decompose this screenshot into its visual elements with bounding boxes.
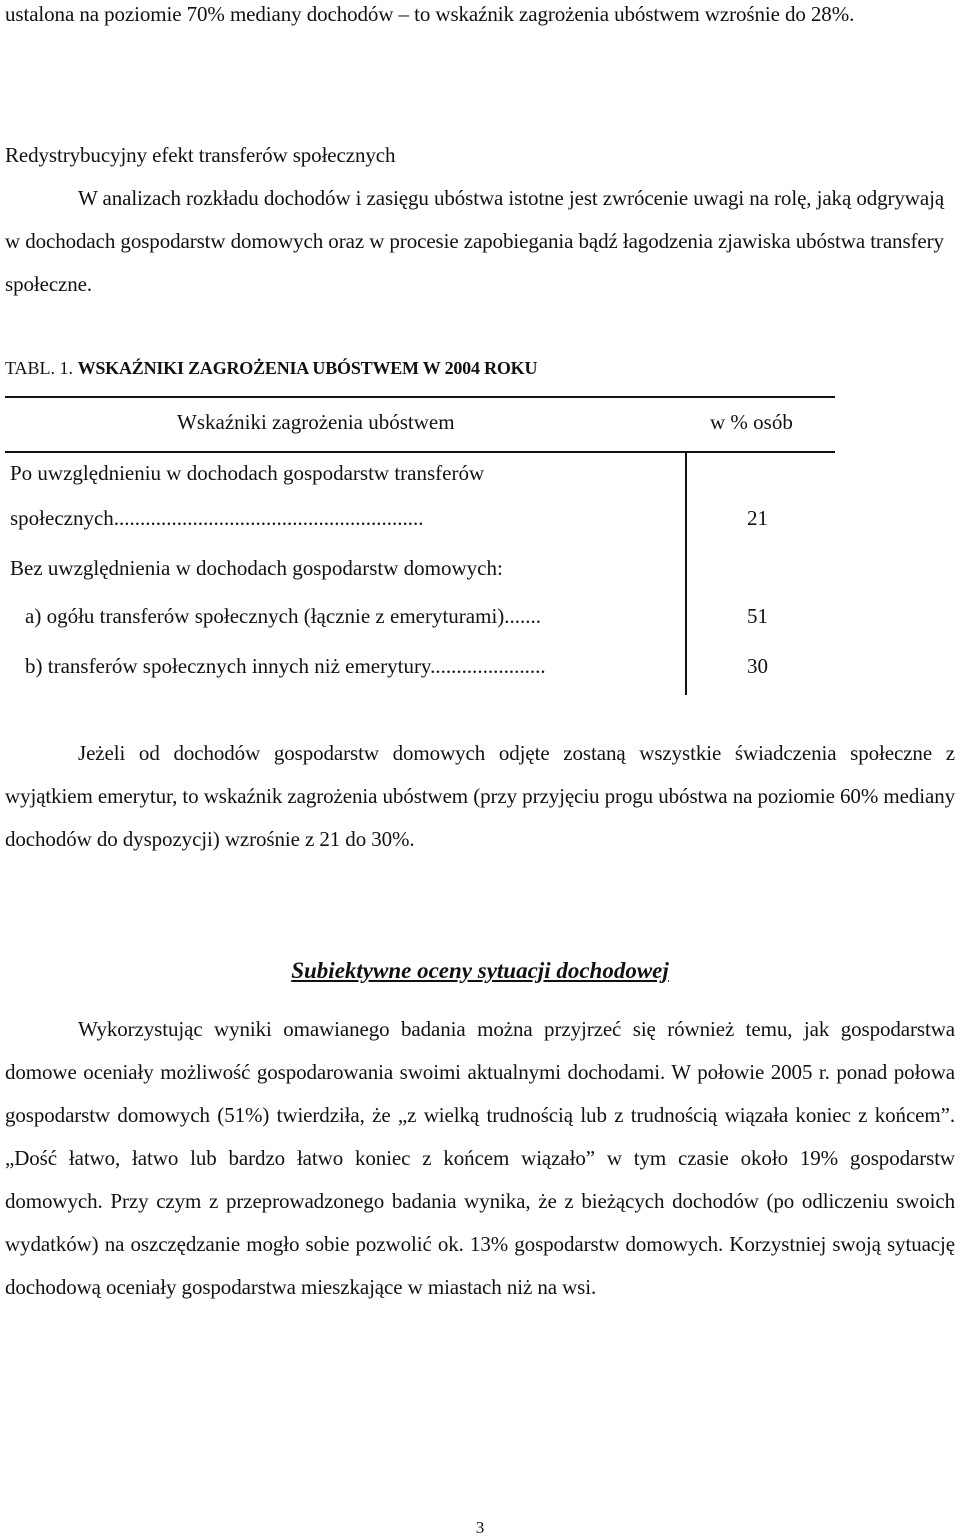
subsection-title: Redystrybucyjny efekt transferów społecznych <box>5 143 396 167</box>
table-row-label: b) transferów społecznych innych niż emerytury...................... <box>25 654 546 678</box>
table-header-indicator: Wskaźniki zagrożenia ubóstwem <box>177 410 455 434</box>
table-caption <box>5 356 537 380</box>
table-label: TABL. 1. <box>5 358 74 378</box>
table-top-rule <box>5 396 835 398</box>
table-row-value: 30 <box>747 654 768 678</box>
table-row-label: Po uwzględnieniu w dochodach gospodarstw transferów <box>10 461 485 485</box>
paragraph-redistribution: W analizach rozkładu dochodów i zasięgu ubóstwa istotne jest zwrócenie uwagi na rolę, jaką odgrywają w dochodach gospodarstw domowych oraz w procesie zapobiegania bądź łagodzenia zjawiska ubóstwa transfery społeczne. <box>5 186 945 296</box>
table-row-value: 21 <box>747 506 768 530</box>
redistribution-section <box>5 134 955 306</box>
table-column-divider <box>685 451 687 695</box>
table-row-label-continued: społecznych........................................................... <box>10 506 424 530</box>
page-number: 3 <box>475 1518 485 1537</box>
poverty-indicators-table <box>5 396 835 696</box>
table-row-label: Bez uwzględnienia w dochodach gospodarstw domowych: <box>10 556 503 580</box>
paragraph-after-table: Jeżeli od dochodów gospodarstw domowych odjęte zostaną wszystkie świadczenia społeczne z wyjątkiem emerytur, to wskaźnik zagrożenia ubóstwem (przy przyjęciu progu ubóstwa na poziomie 60% mediany dochodów do dyspozycji) wzrośnie z 21 do 30%. <box>5 741 955 851</box>
table-row-label: a) ogółu transferów społecznych (łącznie z emeryturami)....... <box>25 604 542 628</box>
table-header-unit: w % osób <box>710 410 793 434</box>
table-row-value: 51 <box>747 604 768 628</box>
table-header-rule <box>5 451 835 453</box>
table-title: WSKAŹNIKI ZAGROŻENIA UBÓSTWEM W 2004 ROKU <box>77 358 538 378</box>
paragraph-subjective-assessment: Wykorzystując wyniki omawianego badania można przyjrzeć się również temu, jak gospodarstwa domowe oceniały możliwość gospodarowania swoimi aktualnymi dochodami. W połowie 2005 r. ponad połowa gospodarstw domowych (51%) twierdziła, że „z wielką trudnością lub z trudnością wiązała koniec z końcem”. „Dość łatwo, łatwo lub bardzo łatwo koniec z końcem wiązało” w tym czasie około 19% gospodarstw domowych. Przy czym z przeprowadzonego badania wynika, że z bieżących dochodów (po odliczeniu swoich wydatków) na oszczędzanie mogło sobie pozwolić ok. 13% gospodarstw domowych. Korzystniej swoją sytuację dochodową oceniały gospodarstwa mieszkające w miastach niż na wsi. <box>5 1017 955 1299</box>
paragraph-top: ustalona na poziomie 70% mediany dochodów – to wskaźnik zagrożenia ubóstwem wzrośnie do 28%. <box>5 2 855 26</box>
section-heading: Subiektywne oceny sytuacji dochodowej <box>291 958 669 983</box>
